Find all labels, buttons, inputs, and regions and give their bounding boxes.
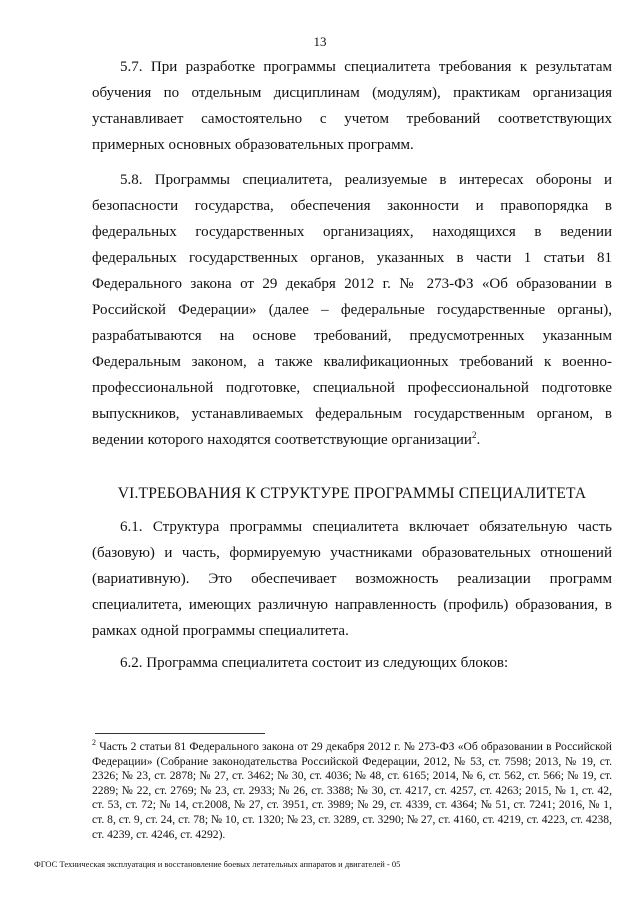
paragraph-5-8-end: . <box>476 432 481 448</box>
footnote-reference[interactable]: 2 <box>471 430 477 440</box>
page-number: 13 <box>313 34 327 49</box>
paragraph-5-7 <box>92 54 612 158</box>
footnote-text: Часть 2 статьи 81 Федерального закона от 29 декабря 2012 г. № 273-ФЗ «Об образовании в Российской Федерации» (Собрание законодательства Российской Федерации, 2012, № 53, ст. 7598; 2013, № 19, ст. 2326; № 23, ст. 2878; № 27, ст. 3462; № 30, ст. 4036; № 48, ст. 6165; 2014, № 6, ст. 562, ст. 566; № 19, ст. 2289; № 22, ст. 2769; № 23, ст. 2933; № 26, ст. 3388; № 30, ст. 4217, ст. 4257, ст. 4263; 2015, № 1, ст. 42, ст. 53, ст. 72; № 14, ст.2008, № 27, ст. 3951, ст. 3989; № 29, ст. 4339, ст. 4364; № 51, ст. 7241; 2016, № 1, ст. 8, ст. 9, ст. 24, ст. 78; № 10, ст. 1320; № 23, ст. 3289, ст. 3290; № 27, ст. 4160, ст. 4219, ст. 4223, ст. 4238, ст. 4239, ст. 4246, ст. 4292). <box>92 740 612 841</box>
paragraph-5-8-body: 5.8. Программы специалитета, реализуемые в интересах обороны и безопасности государства, обеспечения законности и правопорядка в федеральных государственных организациях, находящихся в ведении федеральных государственных органов, указанных в части 1 статьи 81 Федерального закона от 29 декабря 2012 г. № 273-ФЗ «Об образовании в Российской Федерации» (далее – федеральные государственные органы), разрабатываются на основе требований, предусмотренных указанным Федеральным законом, а также квалификационных требований к военно-профессиональной подготовке, специальной профессиональной подготовке выпускников, устанавливаемых федеральным государственным органом, в ведении которого находятся соответствующие организации <box>92 172 612 448</box>
paragraph-6-2 <box>92 650 612 676</box>
paragraph-5-7-text: 5.7. При разработке программы специалитета требования к результатам обучения по отдельным дисциплинам (модулям), практикам организация устанавливает самостоятельно с учетом требований соответствующих примерных основных образовательных программ. <box>92 59 612 153</box>
paragraph-6-1 <box>92 514 612 644</box>
section-heading: VI.ТРЕБОВАНИЯ К СТРУКТУРЕ ПРОГРАММЫ СПЕЦИАЛИТЕТА <box>117 485 587 502</box>
paragraph-5-8-text <box>92 167 612 453</box>
footnote <box>92 740 612 842</box>
paragraph-6-1-text: 6.1. Структура программы специалитета включает обязательную часть (базовую) и часть, формируемую участниками образовательных отношений (вариативную). Это обеспечивает возможность реализации программ специалитета, имеющих различную направленность (профиль) образования, в рамках одной программы специалитета. <box>92 519 612 639</box>
page-footer: ФГОС Техническая эксплуатация и восстановление боевых летательных аппаратов и двигателей - 05 <box>34 859 401 869</box>
footnote-separator <box>95 733 265 734</box>
footnote-number: 2 <box>92 738 96 748</box>
paragraph-6-2-text: 6.2. Программа специалитета состоит из следующих блоков: <box>120 655 509 671</box>
paragraph-5-8 <box>92 167 612 453</box>
